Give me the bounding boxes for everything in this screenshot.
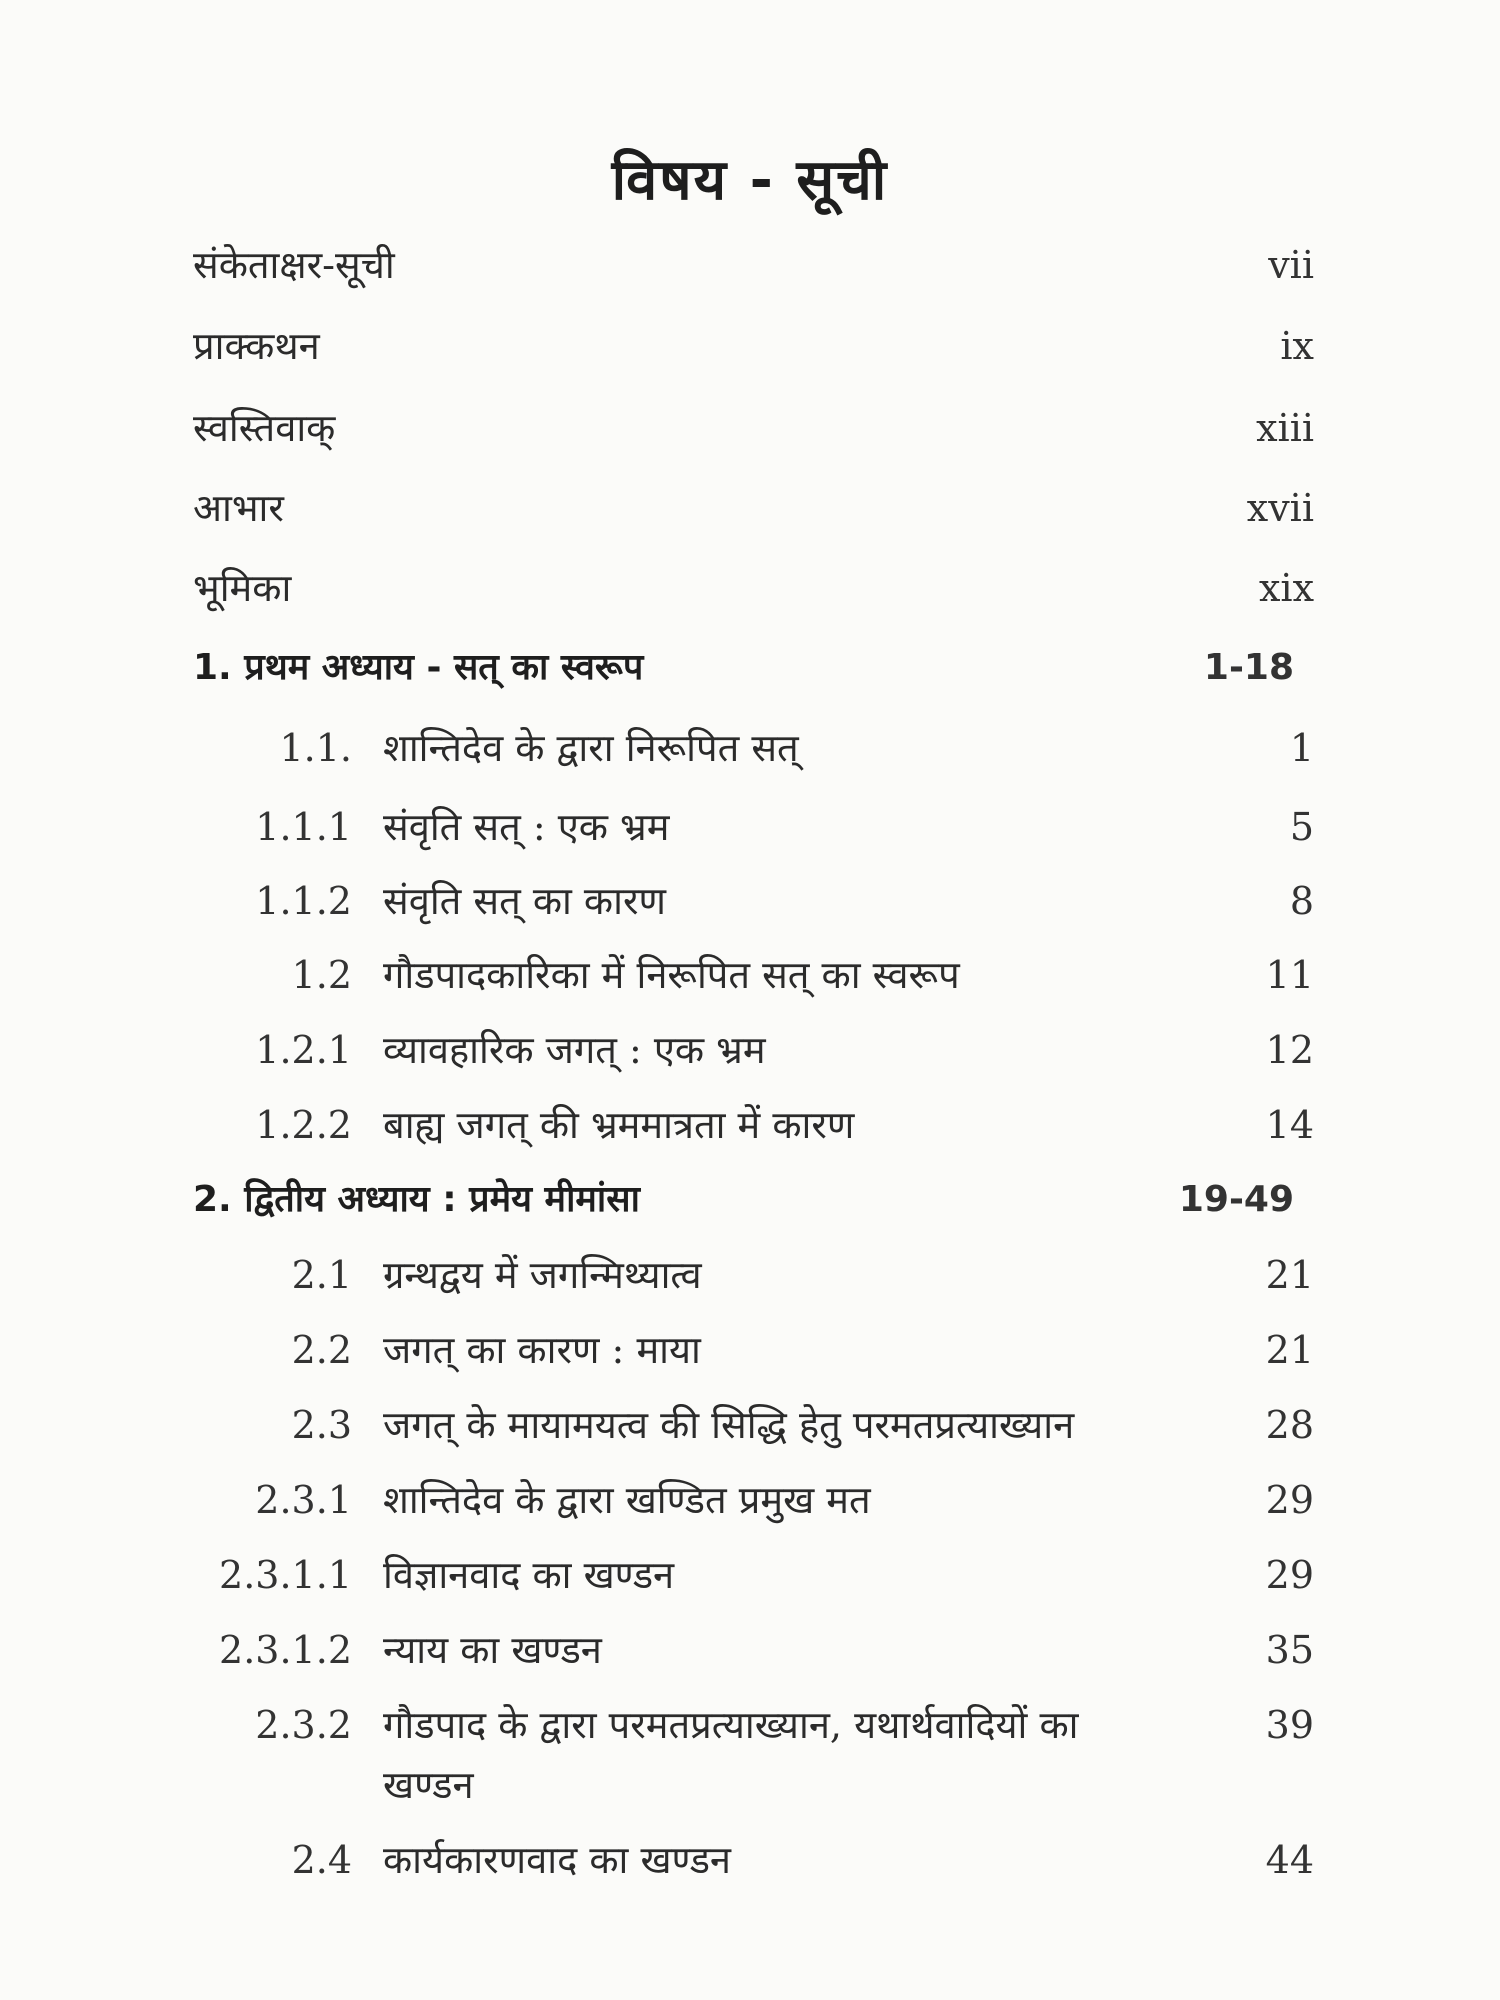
section-page: 14 [1265,1103,1314,1147]
toc-entry-page: vii [1268,243,1314,287]
toc-section[interactable] [0,1695,1500,1815]
section-label: विज्ञानवाद का खण्डन [383,1553,675,1597]
section-number: 2.3 [291,1403,352,1447]
toc-entry-page: ix [1280,324,1314,368]
toc-section[interactable] [0,1320,1500,1380]
section-page: 28 [1265,1403,1314,1447]
section-number: 1.2.2 [255,1103,352,1147]
section-page: 21 [1265,1328,1314,1372]
section-number: 1.1.1 [255,805,352,849]
section-page: 21 [1265,1253,1314,1297]
section-number: 2.2 [291,1328,352,1372]
section-label: न्याय का खण्डन [383,1628,602,1672]
section-number: 1.1.2 [255,879,352,923]
section-label: ग्रन्थद्वय में जगन्मिथ्यात्व [383,1253,702,1297]
section-number: 1.1. [279,726,352,770]
section-page: 8 [1289,879,1314,923]
section-page: 12 [1265,1028,1314,1072]
chapter-pages: 19-49 [1178,1179,1294,1220]
toc-entry-label: स्वस्तिवाक् [193,406,336,450]
section-number: 2.3.1.1 [219,1553,352,1597]
section-number: 2.3.1 [255,1478,352,1522]
section-number: 1.2 [291,953,352,997]
chapter-title: 1. प्रथम अध्याय - सत् का स्वरूप [193,647,644,688]
toc-section[interactable] [0,1620,1500,1680]
toc-entry[interactable] [0,316,1500,376]
toc-entry[interactable] [0,558,1500,618]
toc-entry-page: xix [1258,566,1314,610]
section-number: 2.4 [291,1838,352,1882]
toc-section[interactable] [0,718,1500,778]
section-number: 1.2.1 [255,1028,352,1072]
section-label: व्यावहारिक जगत् : एक भ्रम [383,1028,766,1072]
section-page: 35 [1265,1628,1314,1672]
section-page: 29 [1265,1553,1314,1597]
section-label: गौडपादकारिका में निरूपित सत् का स्वरूप [383,953,960,997]
section-number: 2.1 [291,1253,352,1297]
section-number: 2.3.1.2 [219,1628,352,1672]
toc-section[interactable] [0,871,1500,931]
toc-section[interactable] [0,1395,1500,1455]
toc-entry-label: आभार [193,486,284,530]
toc-section[interactable] [0,1545,1500,1605]
toc-entry-label: संकेताक्षर-सूची [193,243,395,287]
chapter-pages: 1-18 [1203,647,1294,688]
section-page: 29 [1265,1478,1314,1522]
section-page: 5 [1289,805,1314,849]
section-page: 11 [1265,953,1314,997]
section-label: संवृति सत् का कारण [383,879,666,923]
toc-entry[interactable] [0,398,1500,458]
toc-entry-page: xvii [1246,486,1314,530]
toc-section[interactable] [0,797,1500,857]
section-label: शान्तिदेव के द्वारा निरूपित सत् [383,726,799,770]
toc-section[interactable] [0,1020,1500,1080]
toc-entry[interactable] [0,478,1500,538]
toc-entry-page: xiii [1256,406,1314,450]
toc-entry-label: भूमिका [193,566,292,610]
section-label: कार्यकारणवाद का खण्डन [383,1838,731,1882]
section-page: 44 [1265,1838,1314,1882]
chapter-title: 2. द्वितीय अध्याय : प्रमेय मीमांसा [193,1179,640,1220]
toc-section[interactable] [0,1095,1500,1155]
toc-chapter-heading[interactable] [0,638,1500,698]
section-label: शान्तिदेव के द्वारा खण्डित प्रमुख मत [383,1478,871,1522]
section-number: 2.3.2 [255,1703,352,1747]
section-label: बाह्य जगत् की भ्रममात्रता में कारण [383,1103,855,1147]
toc-chapter-heading[interactable] [0,1170,1500,1230]
section-label: जगत् का कारण : माया [383,1328,701,1372]
section-label: जगत् के मायामयत्व की सिद्धि हेतु परमतप्रत्याख्यान [383,1403,1075,1447]
toc-entry-label: प्राक्कथन [193,324,320,368]
section-label: संवृति सत् : एक भ्रम [383,805,670,849]
toc-section[interactable] [0,1830,1500,1890]
toc-section[interactable] [0,1470,1500,1530]
toc-section[interactable] [0,1245,1500,1305]
toc-section[interactable] [0,945,1500,1005]
section-page: 1 [1289,726,1314,770]
toc-entry[interactable] [0,235,1500,295]
section-page: 39 [1265,1703,1314,1747]
section-label: गौडपाद के द्वारा परमतप्रत्याख्यान, यथार्थवादियों का खण्डन [383,1703,1079,1807]
page-title: विषय - सूची [611,148,889,213]
